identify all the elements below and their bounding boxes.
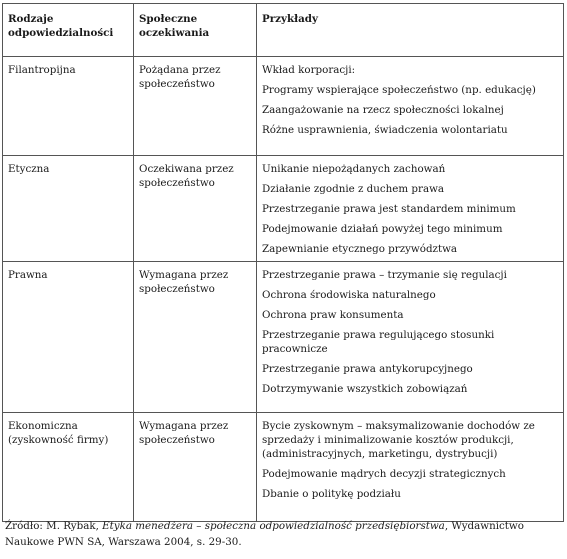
example-item: Dbanie o politykę podziału [262, 488, 401, 500]
cell-examples [257, 156, 564, 262]
table-row-ethical [3, 156, 564, 262]
example-item: Przestrzeganie prawa jest standardem minimum [262, 203, 516, 215]
example-item: Wkład korporacji: [262, 64, 356, 76]
example-item: Różne usprawnienia, świadczenia wolontariatu [262, 124, 508, 136]
source-prefix: Źródło: M. Rybak, [5, 520, 103, 532]
example-item: Unikanie niepożądanych zachowań [262, 163, 446, 175]
example-item: Bycie zyskownym – maksymalizowanie dochodów ze sprzedaży i minimalizowanie kosztów produkcji, (administracyjnych, marketingu, dystrybucji) [262, 420, 535, 460]
cell-type: Prawna [3, 262, 134, 413]
example-item: Ochrona praw konsumenta [262, 309, 404, 321]
example-item: Zapewnianie etycznego przywództwa [262, 243, 458, 255]
example-item: Działanie zgodnie z duchem prawa [262, 183, 445, 195]
cell-type: Filantropijna [3, 57, 134, 156]
cell-type: Etyczna [3, 156, 134, 262]
example-item: Podejmowanie działań powyżej tego minimum [262, 223, 503, 235]
table-row-philanthropic [3, 57, 564, 156]
source-suffix: , Wydawnictwo Naukowe PWN SA, Warszawa 2004, s. 29-30. [5, 520, 524, 548]
header-examples: Przykłady [257, 4, 564, 57]
header-social-expectations: Społeczne oczekiwania [134, 4, 257, 57]
example-item: Podejmowanie mądrych decyzji strategicznych [262, 468, 506, 480]
cell-type: Ekonomiczna (zyskowność firmy) [3, 413, 134, 522]
example-item: Przestrzeganie prawa – trzymanie się regulacji [262, 269, 507, 281]
example-item: Ochrona środowiska naturalnego [262, 289, 436, 301]
table-row-legal [3, 262, 564, 413]
example-item: Przestrzeganie prawa antykorupcyjnego [262, 363, 473, 375]
cell-examples [257, 262, 564, 413]
source-book-title: Etyka menedżera – społeczna odpowiedzialność przedsiębiorstwa [102, 520, 445, 532]
example-item: Zaangażowanie na rzecz społeczności lokalnej [262, 104, 504, 116]
cell-examples [257, 413, 564, 522]
example-item: Programy wspierające społeczeństwo (np. edukację) [262, 84, 536, 96]
cell-expectation: Oczekiwana przez społeczeństwo [134, 156, 257, 262]
cell-expectation: Wymagana przez społeczeństwo [134, 413, 257, 522]
header-responsibility-type: Rodzaje odpowiedzialności [3, 4, 134, 57]
source-citation [5, 518, 563, 550]
responsibility-table [2, 3, 564, 522]
cell-expectation: Pożądana przez społeczeństwo [134, 57, 257, 156]
cell-expectation: Wymagana przez społeczeństwo [134, 262, 257, 413]
example-item: Przestrzeganie prawa regulującego stosunki pracownicze [262, 329, 495, 355]
table-row-economic [3, 413, 564, 522]
table-header-row [3, 4, 564, 57]
cell-examples [257, 57, 564, 156]
example-item: Dotrzymywanie wszystkich zobowiązań [262, 383, 468, 395]
